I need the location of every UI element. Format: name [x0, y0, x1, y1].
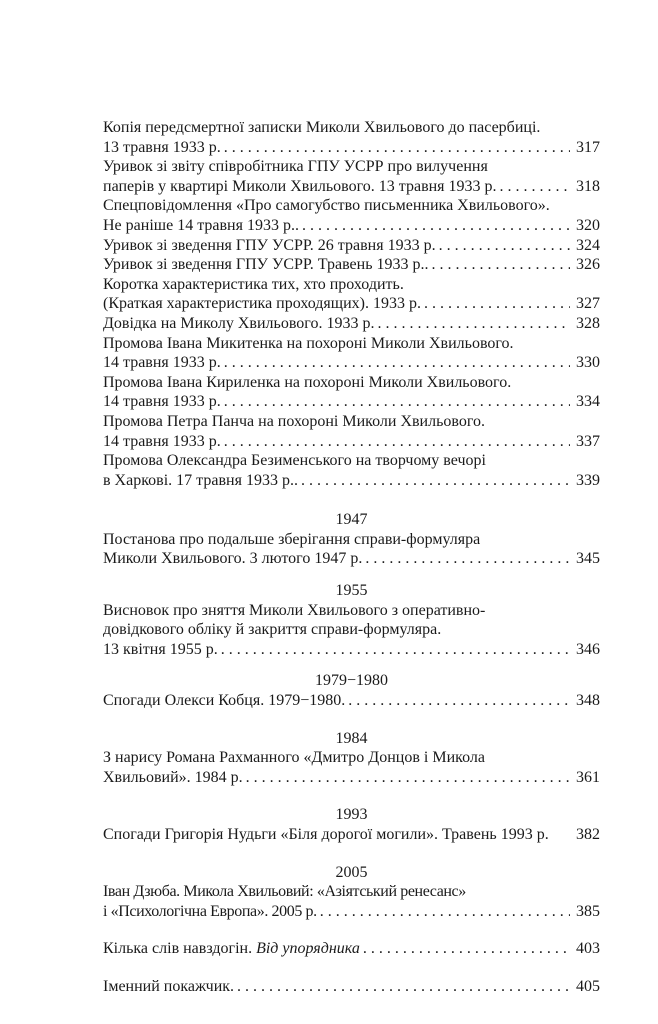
entry-date: Не раніше 14 травня 1933 р.. — [103, 216, 299, 234]
toc-entry-speech-bezymenskyi — [103, 451, 600, 490]
section-year-2005: 2005 — [335, 863, 368, 881]
dot-leader — [221, 353, 570, 373]
dot-leader — [362, 549, 570, 569]
dot-leader — [421, 294, 570, 314]
entry-date: Миколи Хвильового. 3 лютого 1947 р. — [103, 550, 363, 568]
section-year-1993: 1993 — [335, 806, 368, 824]
dot-leader — [218, 640, 570, 660]
dot-leader — [299, 216, 570, 236]
entry-title: Промова Петра Панча на похороні Миколи Хвильового. — [103, 412, 486, 430]
page-number: 326 — [576, 256, 600, 274]
entry-title: Уривок зі зведення ГПУ УСРР. 26 травня 1933 р. — [103, 236, 436, 254]
entry-title: Спогади Олекси Кобця. 1979−1980. — [103, 692, 346, 710]
entry-title: Уривок зі звіту співробітника ГПУ УСРР про вилучення — [103, 158, 488, 176]
page-number: 348 — [576, 692, 600, 710]
entry-date: 13 травня 1933 р. — [103, 138, 221, 156]
dot-leader — [221, 138, 570, 158]
dot-leader — [345, 691, 570, 711]
toc-entry-suicide-note — [103, 118, 600, 157]
toc-entry-gpu-report — [103, 157, 600, 196]
entry-date: 14 травня 1933 р. — [103, 432, 221, 450]
toc-entry-reference — [103, 314, 600, 334]
dot-leader — [221, 432, 570, 452]
page-number: 405 — [576, 977, 600, 995]
entry-title-cont: довідкового обліку й закриття справи-формуляра. — [103, 621, 442, 639]
toc-entry-dziuba — [103, 882, 600, 921]
entry-title: З нарису Романа Рахманного «Дмитро Донцов і Микола — [103, 749, 485, 767]
toc-entry-memoirs-kobets — [103, 691, 600, 711]
section-year-1955: 1955 — [335, 582, 368, 600]
page-number: 385 — [576, 902, 600, 920]
toc-entry-memoirs-nudha — [103, 825, 600, 845]
page-number: 337 — [576, 432, 600, 450]
toc-entry-gpu-summary-may — [103, 255, 600, 275]
entry-title: Уривок зі зведення ГПУ УСРР. Травень 1933 р.. — [103, 256, 429, 274]
entry-title: Довідка на Миколу Хвильового. 1933 р. — [103, 314, 375, 332]
entry-title: Промова Олександра Безименського на творчому вечорі — [103, 452, 486, 470]
dot-leader — [298, 471, 570, 491]
entry-date: в Харкові. 17 травня 1933 р.. — [103, 471, 298, 489]
dot-leader — [243, 768, 570, 788]
page-number: 382 — [576, 826, 600, 843]
entry-date: 14 травня 1933 р. — [103, 393, 221, 411]
page-number: 339 — [576, 471, 600, 489]
afterword-italic: Від упорядника — [256, 940, 360, 958]
section-year-1984: 1984 — [335, 729, 368, 747]
entry-title: Іменний покажчик. — [103, 977, 235, 995]
afterword-title: Кілька слів навздогін. — [103, 940, 253, 958]
entry-title: Іван Дзюба. Микола Хвильовий: «Азіятський ренесанс» — [103, 883, 466, 901]
dot-leader — [497, 177, 570, 197]
entry-date: Хвильовий». 1984 р. — [103, 768, 243, 786]
page-number: 317 — [576, 138, 600, 156]
dot-leader — [428, 255, 570, 275]
page-number: 334 — [576, 393, 600, 411]
page-number: 318 — [576, 177, 600, 195]
page-number: 327 — [576, 295, 600, 313]
entry-title: Промова Івана Кириленка на похороні Миколи Хвильового. — [103, 373, 512, 391]
toc-entry-essay-rakhmannyi — [103, 748, 600, 787]
page-number: 361 — [576, 768, 600, 786]
dot-leader — [221, 392, 570, 412]
toc-entry-speech-kyrylenko — [103, 373, 600, 412]
dot-leader — [360, 939, 570, 959]
dot-leader — [317, 902, 570, 922]
toc-entry-afterword — [103, 939, 600, 959]
entry-date: 14 травня 1933 р. — [103, 354, 221, 372]
toc-entry-name-index — [103, 977, 600, 997]
page-number: 345 — [576, 550, 600, 568]
toc-entry-speech-mykytenko — [103, 334, 600, 373]
toc-entry-conclusion-1955 — [103, 601, 600, 660]
entry-title — [103, 939, 360, 959]
entry-date: паперів у квартирі Миколи Хвильового. 13 травня 1933 р. — [103, 177, 497, 195]
dot-leader — [436, 236, 570, 256]
entry-title: Промова Івана Микитенка на похороні Миколи Хвильового. — [103, 334, 514, 352]
toc-entry-speech-panch — [103, 412, 600, 451]
page-number: 403 — [576, 940, 600, 958]
entry-date: і «Психологічна Европа». 2005 р. — [103, 902, 317, 920]
page-number: 320 — [576, 216, 600, 234]
entry-date: 13 квітня 1955 р. — [103, 640, 218, 658]
entry-title: Коротка характеристика тих, хто проходить. — [103, 275, 404, 293]
toc-entry-special-notice — [103, 196, 600, 235]
section-year-1947: 1947 — [335, 511, 368, 529]
entry-title: Спогади Григорія Нудьги «Біля дорогої могили». Травень 1993 р. — [103, 826, 549, 843]
dot-leader — [374, 314, 570, 334]
entry-title: Постанова про подальше зберігання справи-формуляра — [103, 530, 481, 548]
page-number: 346 — [576, 640, 600, 658]
section-year-1979-1980: 1979−1980 — [314, 672, 389, 690]
toc-entry-resolution-1947 — [103, 530, 600, 569]
dot-leader — [234, 977, 570, 997]
entry-title: Висновок про зняття Миколи Хвильового з оперативно- — [103, 601, 486, 619]
page-number: 330 — [576, 354, 600, 372]
toc-entry-short-characteristic — [103, 275, 600, 314]
entry-date: (Краткая характеристика проходящих). 1933 р. — [103, 295, 421, 313]
page-number: 324 — [576, 236, 600, 254]
entry-title: Копія передсмертної записки Миколи Хвильового до пасербиці. — [103, 119, 541, 136]
table-of-contents — [103, 118, 600, 997]
toc-entry-gpu-summary-26 — [103, 236, 600, 256]
page-number: 328 — [576, 314, 600, 332]
entry-title: Спецповідомлення «Про самогубство письменника Хвильового». — [103, 197, 550, 215]
